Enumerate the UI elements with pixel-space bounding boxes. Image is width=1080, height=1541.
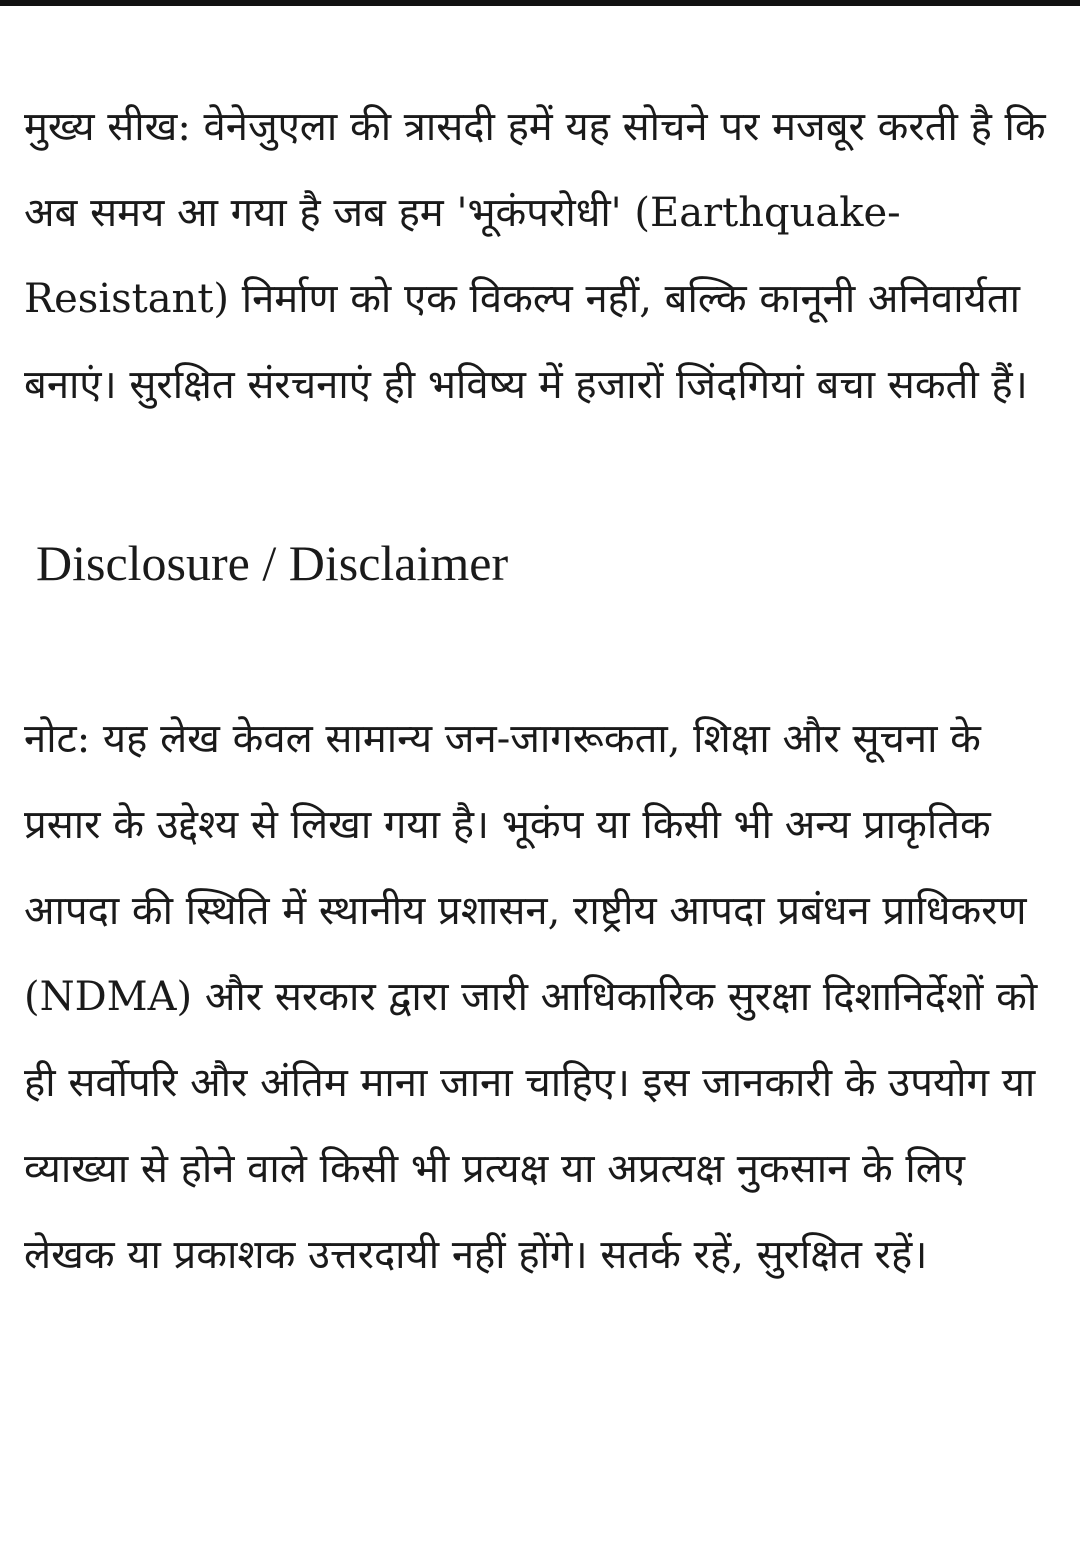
article-content [24,84,1060,1298]
top-divider-bar [0,0,1080,6]
section-spacer [24,428,1060,520]
disclaimer-heading: Disclosure / Disclaimer [36,535,509,591]
disclaimer-note-paragraph: नोट: यह लेख केवल सामान्य जन-जागरूकता, शिक्षा और सूचना के प्रसार के उद्देश्य से लिखा गया है। भूकंप या किसी भी अन्य प्राकृतिक आपदा की स्थिति में स्थानीय प्रशासन, राष्ट्रीय आपदा प्रबंधन प्राधिकरण (NDMA) और सरकार द्वारा जारी आधिकारिक सुरक्षा दिशानिर्देशों को ही सर्वोपरि और अंतिम माना जाना चाहिए। इस जानकारी के उपयोग या व्याख्या से होने वाले किसी भी प्रत्यक्ष या अप्रत्यक्ष नुकसान के लिए लेखक या प्रकाशक उत्तरदायी नहीं होंगे। सतर्क रहें, सुरक्षित रहें। [24,716,1038,1278]
key-lesson-paragraph: मुख्य सीख: वेनेजुएला की त्रासदी हमें यह सोचने पर मजबूर करती है कि अब समय आ गया है जब हम 'भूकंपरोधी' (Earthquake-Resistant) निर्माण को एक विकल्प नहीं, बल्कि कानूनी अनिवार्यता बनाएं। सुरक्षित संरचनाएं ही भविष्य में हजारों जिंदगियां बचा सकती हैं। [24,104,1046,408]
section-spacer [24,606,1060,696]
